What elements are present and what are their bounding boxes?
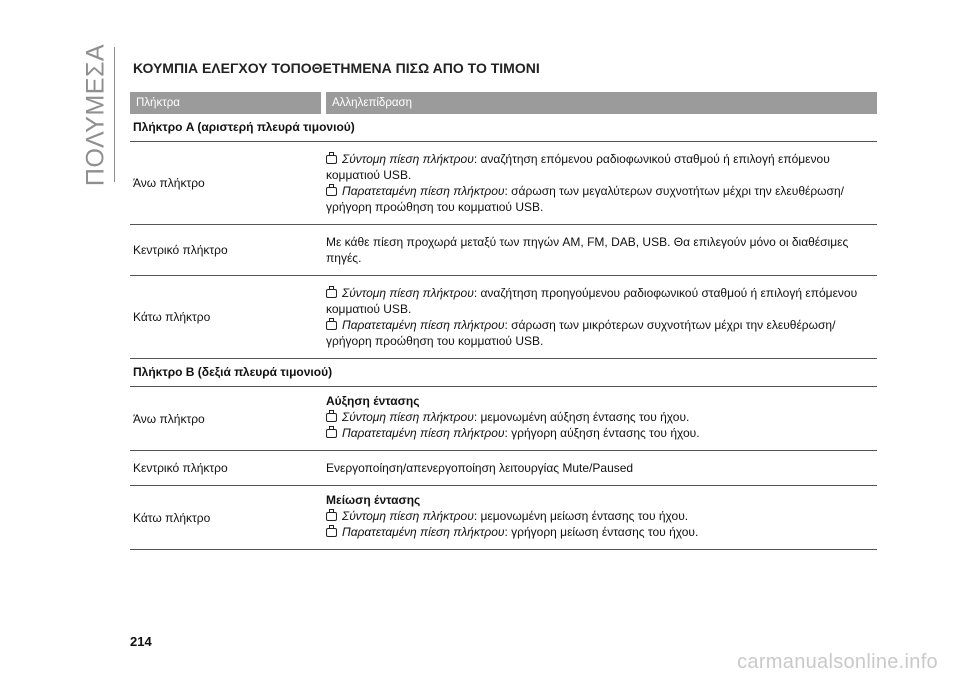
button-label: Άνω πλήκτρο [133,411,205,426]
press-type: Σύντομη πίεση πλήκτρου [342,509,474,523]
description-text: Με κάθε πίεση προχωρά μεταξύ των πηγών AM, FM, DAB, USB. Θα επιλεγούν μόνο οι διαθέσιμες πηγές. [326,235,849,265]
interaction-description [326,276,877,358]
description-text: : γρήγορη αύξηση έντασης του ήχου. [504,426,700,440]
press-type: Παρατεταμένη πίεση πλήκτρου [342,525,505,539]
description-text: : αναζήτηση επόμενου ραδιοφωνικού σταθμού ή επιλογή επόμενου κομματιού USB. [326,152,830,182]
button-label: Κάτω πλήκτρο [133,510,211,525]
description-line [326,524,877,540]
press-type: Σύντομη πίεση πλήκτρου [342,410,474,424]
table-row [130,276,877,359]
table-row [130,387,877,451]
press-symbol-icon [326,321,337,330]
description-text: : γρήγορη μείωση έντασης του ήχου. [504,525,699,539]
description-text: : αναζήτηση προηγούμενου ραδιοφωνικού σταθμού ή επιλογή επόμενου κομματιού USB. [326,286,858,316]
interaction-description [326,142,877,224]
description-text: : σάρωση των μεγαλύτερων συχνοτήτων μέχρι την ελευθέρωση/γρήγορη προώθηση του κομματιού USB. [326,184,844,214]
action-subhead: Αύξηση έντασης [326,394,420,408]
description-line [326,409,877,425]
button-label: Κεντρικό πλήκτρο [133,461,228,475]
interaction-description [326,486,877,549]
table-row [130,225,877,276]
header-buttons: Πλήκτρα [130,92,321,114]
description-line [326,151,877,183]
controls-table [130,92,877,550]
page-number: 214 [130,634,152,649]
button-label: Κάτω πλήκτρο [133,310,211,324]
interaction-description [326,387,877,450]
press-symbol-icon [326,155,337,164]
press-type: Παρατεταμένη πίεση πλήκτρου [342,426,505,440]
description-line [326,317,877,349]
table-header [130,92,877,114]
table-row [130,451,877,486]
description-text: Ενεργοποίηση/απενεργοποίηση λειτουργίας Mute/Paused [326,461,634,475]
press-symbol-icon [326,413,337,422]
press-symbol-icon [326,187,337,196]
press-type: Παρατεταμένη πίεση πλήκτρου [342,318,505,332]
description-line [326,183,877,215]
section-title: Πλήκτρο A (αριστερή πλευρά τιμονιού) [130,114,877,142]
action-subhead: Μείωση έντασης [326,493,421,507]
table-row [130,142,877,225]
button-label: Κεντρικό πλήκτρο [133,243,228,257]
description-line [326,508,877,524]
press-type: Παρατεταμένη πίεση πλήκτρου [342,184,505,198]
description-line [326,425,877,441]
description-line [326,234,877,266]
interaction-description [326,451,877,485]
chapter-side-label: ΠΟΛΥΜΕΣΑ [81,43,110,187]
header-interaction: Αλληλεπίδραση [326,92,877,114]
description-text: : μεμονωμένη μείωση έντασης του ήχου. [473,509,689,523]
press-symbol-icon [326,528,337,537]
press-type: Σύντομη πίεση πλήκτρου [342,152,474,166]
watermark: carmanualsonline.info [737,651,938,673]
press-type: Σύντομη πίεση πλήκτρου [342,286,474,300]
interaction-description [326,225,877,275]
button-label: Άνω πλήκτρο [133,176,205,190]
page-title: ΚΟΥΜΠΙΑ ΕΛΕΓΧΟΥ ΤΟΠΟΘΕΤΗΜΕΝΑ ΠΙΣΩ ΑΠΟ ΤΟ ΤΙΜΟΝΙ [133,60,540,76]
press-symbol-icon [326,429,337,438]
description-line [326,285,877,317]
table-body [130,114,877,550]
section-title: Πλήκτρο B (δεξιά πλευρά τιμονιού) [130,359,877,387]
description-text: : σάρωση των μικρότερων συχνοτήτων μέχρι την ελευθέρωση/γρήγορη προώθηση του κομματιού USB. [326,318,836,348]
chapter-divider [114,47,115,182]
description-line [326,460,877,476]
table-row [130,486,877,550]
press-symbol-icon [326,289,337,298]
press-symbol-icon [326,512,337,521]
description-text: : μεμονωμένη αύξηση έντασης του ήχου. [473,410,690,424]
